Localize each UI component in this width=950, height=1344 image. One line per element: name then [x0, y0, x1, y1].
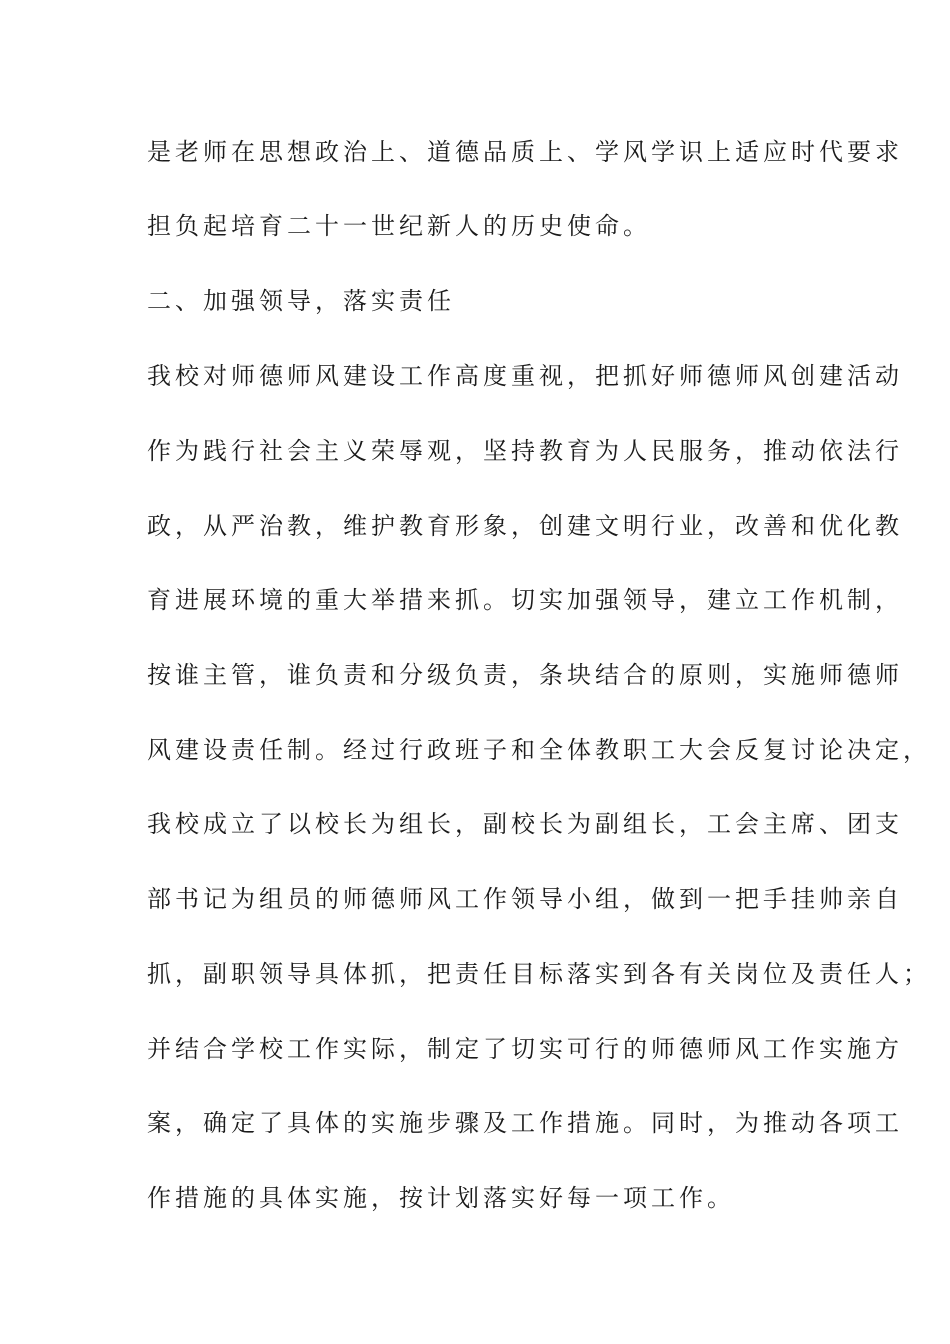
text-line: 是老师在思想政治上、道德品质上、学风学识上适应时代要求 [147, 138, 903, 166]
text-line: 案，确定了具体的实施步骤及工作措施。同时，为推动各项工 [147, 1109, 903, 1137]
text-line: 作措施的具体实施，按计划落实好每一项工作。 [147, 1184, 735, 1212]
text-line: 我校成立了以校长为组长，副校长为副组长，工会主席、团支 [147, 810, 903, 838]
text-line: 作为践行社会主义荣辱观，坚持教育为人民服务，推动依法行 [147, 437, 903, 465]
text-line: 我校对师德师风建设工作高度重视，把抓好师德师风创建活动 [147, 362, 903, 390]
text-line: 政，从严治教，维护教育形象，创建文明行业，改善和优化教 [147, 512, 903, 540]
section-heading: 二、加强领导，落实责任 [147, 287, 455, 315]
text-line: 育进展环境的重大举措来抓。切实加强领导，建立工作机制， [147, 586, 903, 614]
text-line: 部书记为组员的师德师风工作领导小组，做到一把手挂帅亲自 [147, 885, 903, 913]
text-line: 风建设责任制。经过行政班子和全体教职工大会反复讨论决定， [147, 736, 931, 764]
text-line: 按谁主管，谁负责和分级负责，条块结合的原则，实施师德师 [147, 661, 903, 689]
text-line: 抓，副职领导具体抓，把责任目标落实到各有关岗位及责任人； [147, 960, 931, 988]
text-line: 并结合学校工作实际，制定了切实可行的师德师风工作实施方 [147, 1035, 903, 1063]
text-line: 担负起培育二十一世纪新人的历史使命。 [147, 212, 651, 240]
